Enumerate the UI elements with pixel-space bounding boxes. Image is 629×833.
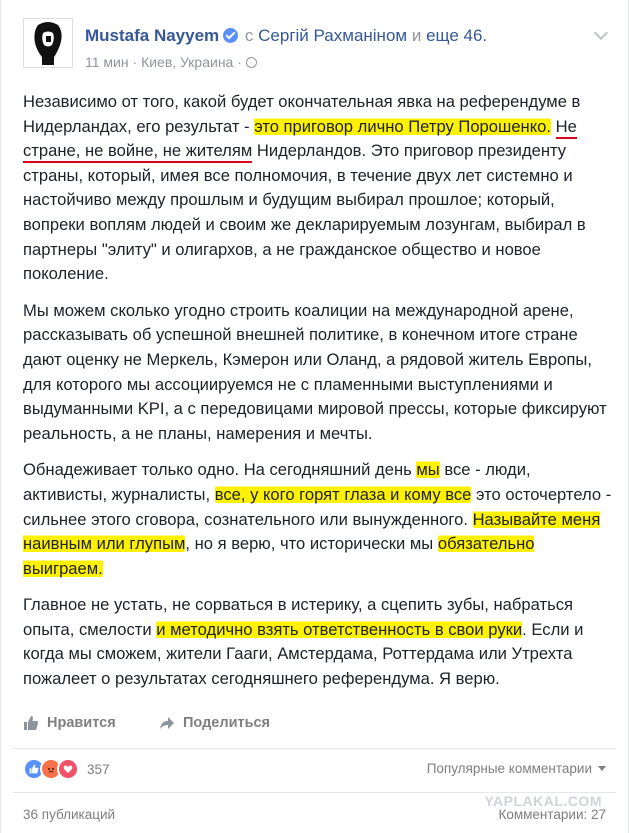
post-body: [23, 90, 613, 704]
comments-count-link[interactable]: Комментарии: 27: [498, 807, 606, 822]
author-name-link[interactable]: Mustafa Nayyem: [85, 26, 220, 45]
author-line: [85, 26, 487, 46]
avatar-silhouette-icon: [24, 19, 72, 67]
text-segment: Главное не устать, не сорваться в истерику, а сцепить зубы, набраться опыта, смелости: [23, 595, 574, 639]
text-segment: Мы можем сколько угодно строить коалиции на международной арене, рассказывать об успешной внешней политике, в конечном итоге стране дают оценку не Меркель, Кэмерон или Оланд, а рядовой житель Европы, для которого мы ассоциируемся не с пламенными выступлениями и выдуманными KPI, а с передовицами мировой прессы, которые фиксируют реальность, а не планы, намерения и мечты.: [23, 300, 607, 443]
with-prefix: с: [244, 26, 254, 45]
highlighted-text: Называйте меня наивным или глупым: [23, 509, 601, 554]
post-time-link[interactable]: 11 мин: [85, 54, 129, 70]
tagged-others-link[interactable]: еще 46.: [426, 26, 488, 45]
post-meta: [85, 54, 257, 70]
verified-badge-icon: [223, 28, 238, 43]
and-word: и: [411, 26, 422, 45]
highlighted-text: и методично взять ответственность в свои руки: [156, 619, 523, 639]
meta-separator: ·: [132, 54, 138, 70]
dropdown-arrow-icon: [598, 766, 606, 771]
text-segment: Обнадеживает только одно. На сегодняшний день: [23, 460, 417, 480]
share-button[interactable]: [159, 715, 270, 731]
divider: [13, 748, 616, 749]
sort-label: Популярные комментарии: [426, 761, 592, 776]
text-segment: , но я верю, что исторически мы: [185, 534, 438, 554]
text-segment: это осточертело - сильнее этого сговора, сознательного или вынужденного.: [23, 484, 612, 529]
highlighted-text: обязательно выиграем.: [23, 534, 535, 578]
paragraph-2: [23, 299, 613, 447]
highlighted-text: это приговор лично Петру Порошенко.: [254, 116, 551, 136]
text-segment: [551, 117, 556, 136]
author-avatar[interactable]: [23, 18, 73, 68]
post-header: [23, 18, 608, 76]
globe-icon: [246, 57, 257, 68]
text-segment: . Если и когда мы сможем, жители Гааги, Амстердама, Роттердама или Утрехта пожалеет о результатах сегодняшнего референдума. Я верю.: [23, 619, 584, 689]
post-options-chevron-icon[interactable]: [594, 26, 608, 40]
tagged-person-link[interactable]: Сергій Рахманіном: [258, 26, 408, 45]
like-button[interactable]: [23, 715, 116, 731]
comment-sort-dropdown[interactable]: [427, 761, 606, 776]
meta-separator-2: ·: [237, 54, 242, 70]
paragraph-4: [23, 593, 613, 691]
text-segment: все - люди, активисты, журналисты,: [23, 460, 531, 504]
highlighted-text: мы: [416, 460, 440, 480]
paragraph-1: [23, 90, 613, 287]
share-arrow-icon: [159, 715, 175, 731]
highlighted-text: все, у кого горят глаза и кому все: [214, 484, 472, 504]
shares-count-link[interactable]: 36 публикаций: [23, 807, 116, 822]
reaction-count: 357: [87, 761, 110, 777]
reactions-summary[interactable]: [23, 758, 110, 780]
text-segment: Независимо от того, какой будет окончательная явка на референдуме в Нидерландах, его результат -: [23, 92, 581, 136]
post-location-link[interactable]: Киев, Украина: [141, 54, 234, 70]
paragraph-3: [23, 458, 613, 581]
like-label: Нравится: [47, 715, 116, 731]
underlined-text: Не стране, не войне, не жителям: [23, 117, 577, 164]
share-label: Поделиться: [183, 715, 271, 731]
love-reaction-icon: [57, 758, 79, 780]
watermark: YAPLAKAL.COM: [484, 793, 602, 809]
thumbs-up-icon: [23, 715, 39, 731]
text-segment: Нидерландов. Это приговор президенту страны, который, имея все полномочия, в течение двух лет системно и настойчиво между прошлым и будущим выбирал прошлое; который, вопреки воплям людей и своим же декларируемым лозунгам, выбирал в партнеры "элиту" и олигархов, а не гражданское общество и новое поколение.: [23, 141, 586, 284]
action-bar: [23, 712, 613, 738]
